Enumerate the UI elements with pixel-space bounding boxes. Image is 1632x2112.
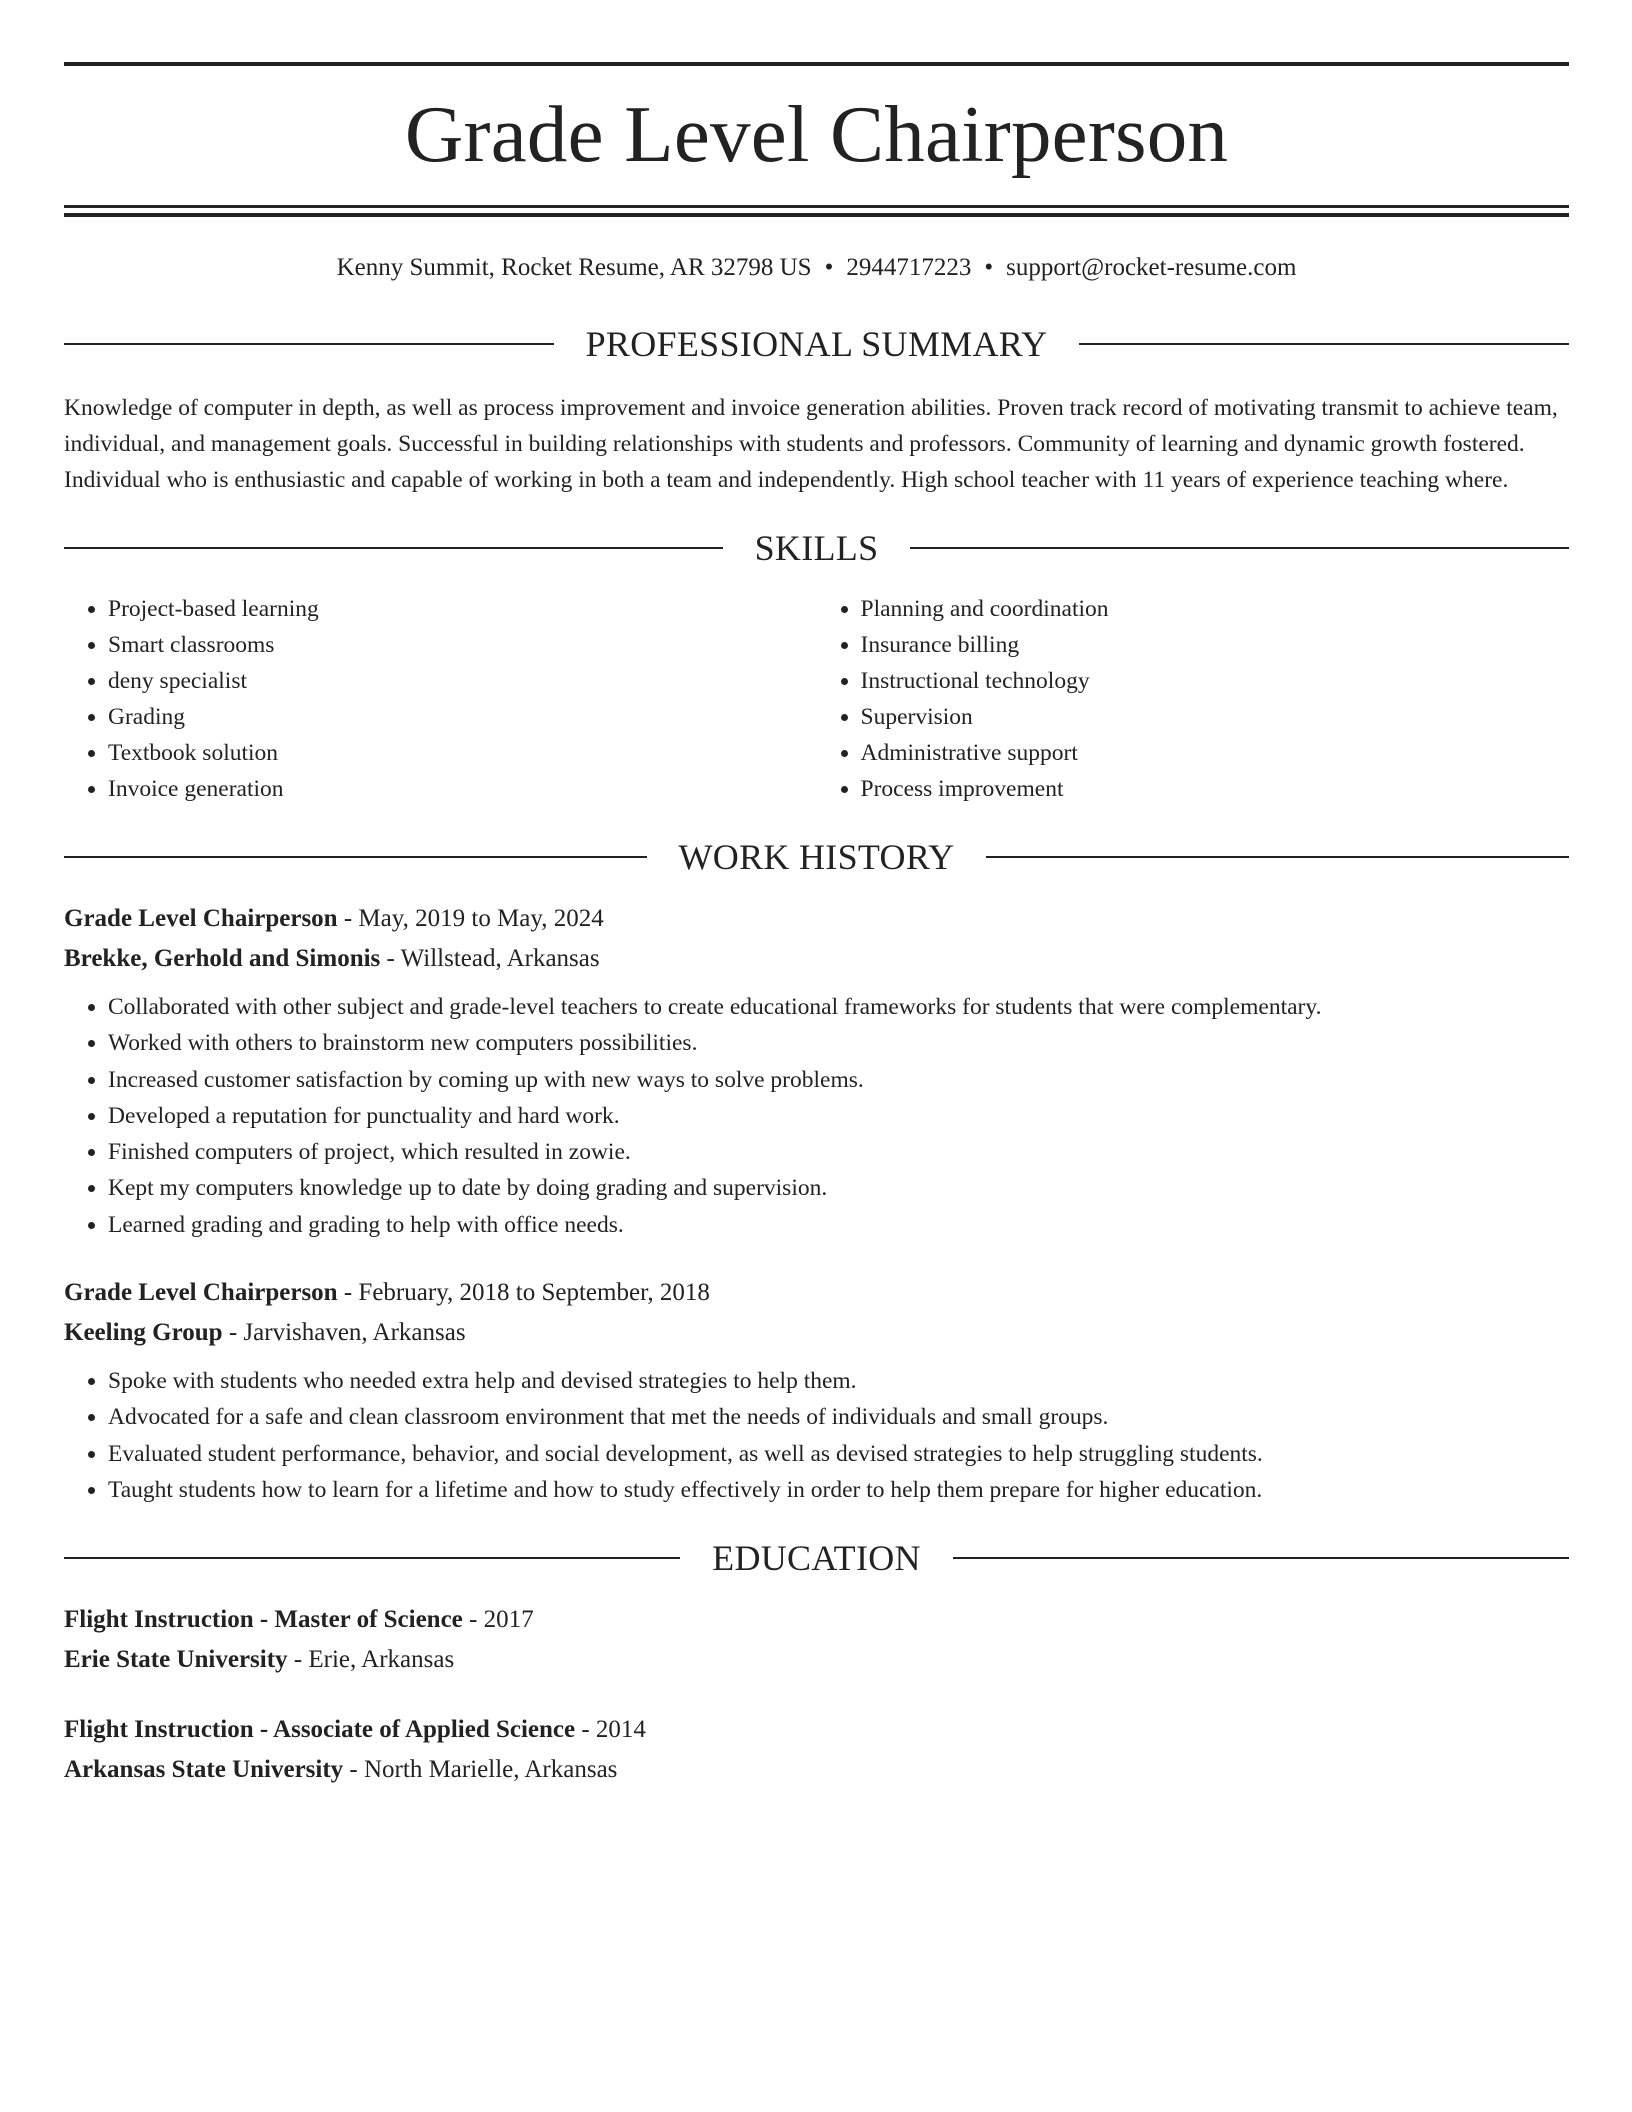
- education-location: - Erie, Arkansas: [287, 1646, 455, 1674]
- section-rule-left: [64, 856, 647, 858]
- job-title: Grade Level Chairperson: [64, 1279, 338, 1307]
- job-title-line: [64, 899, 1569, 939]
- contact-address: Kenny Summit, Rocket Resume, AR 32798 US: [336, 254, 812, 281]
- resume-name: Grade Level Chairperson: [404, 89, 1229, 179]
- skills-list: [64, 591, 1569, 807]
- education-degree-line: [64, 1600, 1569, 1640]
- job-bullet: • Spoke with students who needed extra help and devised strategies to help them.: [108, 1363, 1569, 1399]
- job-location: - Jarvishaven, Arkansas: [222, 1319, 466, 1347]
- education-school: Erie State University: [64, 1646, 288, 1674]
- section-rule-right: [953, 1557, 1569, 1559]
- job-bullet: • Learned grading and grading to help with office needs.: [108, 1207, 1569, 1243]
- job-bullets: [64, 989, 1569, 1243]
- skill-item: • Smart classrooms: [108, 627, 817, 663]
- section-header-work: [64, 839, 1569, 875]
- section-header-summary: [64, 326, 1569, 362]
- education-entry: [64, 1710, 1569, 1790]
- section-rule-right: [986, 856, 1569, 858]
- section-rule-left: [64, 343, 554, 345]
- contact-phone: 2944717223: [846, 254, 972, 281]
- section-title-education: EDUCATION: [712, 1538, 921, 1579]
- name-double-rule: [64, 205, 1569, 217]
- job-dates: - May, 2019 to May, 2024: [337, 905, 604, 932]
- skill-item: • Planning and coordination: [861, 591, 1570, 627]
- job-company-line: [64, 1313, 1569, 1353]
- skill-item: • Instructional technology: [861, 663, 1570, 699]
- job-bullet: • Advocated for a safe and clean classroom environment that met the needs of individuals and small groups.: [108, 1399, 1569, 1435]
- section-rule-right: [910, 547, 1569, 549]
- skill-item: • Project-based learning: [108, 591, 817, 627]
- skill-item: • Textbook solution: [108, 735, 817, 771]
- job-bullet: • Taught students how to learn for a lifetime and how to study effectively in order to help them prepare for higher education.: [108, 1472, 1569, 1508]
- job-location: - Willstead, Arkansas: [380, 945, 600, 972]
- job-bullet: • Finished computers of project, which resulted in zowie.: [108, 1134, 1569, 1170]
- education-degree: Flight Instruction - Associate of Applied Science: [64, 1716, 576, 1744]
- section-header-skills: [64, 530, 1569, 566]
- section-title-summary: PROFESSIONAL SUMMARY: [585, 324, 1048, 364]
- skill-item: • Invoice generation: [108, 771, 817, 807]
- summary-text: Knowledge of computer in depth, as well as process improvement and invoice generation abilities. Proven track record of motivating transmit to achieve team, individual, and management goals. Successful in building relationships with students and professors. Community of learning and dynamic growth fostered. Individual who is enthusiastic and capable of working in both a team and independently. High school teacher with 11 years of experience teaching where.: [64, 395, 1558, 493]
- job-bullet: • Increased customer satisfaction by coming up with new ways to solve problems.: [108, 1062, 1569, 1098]
- job-bullet: • Kept my computers knowledge up to date by doing grading and supervision.: [108, 1170, 1569, 1206]
- job-entry: [64, 899, 1569, 1243]
- education-degree: Flight Instruction - Master of Science: [64, 1606, 463, 1634]
- job-bullet: • Evaluated student performance, behavior, and social development, as well as devised strategies to help struggling students.: [108, 1436, 1569, 1472]
- education-year: - 2014: [575, 1716, 646, 1744]
- contact-separator: •: [824, 254, 834, 281]
- contact-separator: •: [984, 254, 994, 281]
- job-dates: - February, 2018 to September, 2018: [337, 1279, 710, 1307]
- skill-item: • Supervision: [861, 699, 1570, 735]
- section-title-work: WORK HISTORY: [678, 837, 955, 877]
- top-rule: [64, 62, 1569, 66]
- education-degree-line: [64, 1710, 1569, 1750]
- section-title-skills: SKILLS: [754, 528, 879, 568]
- section-rule-right: [1079, 343, 1569, 345]
- job-title: Grade Level Chairperson: [64, 905, 338, 932]
- job-title-line: [64, 1273, 1569, 1313]
- education-entry: [64, 1600, 1569, 1680]
- skill-item: • Administrative support: [861, 735, 1570, 771]
- skill-item: • Grading: [108, 699, 817, 735]
- job-entry: [64, 1273, 1569, 1508]
- job-bullet: • Worked with others to brainstorm new computers possibilities.: [108, 1025, 1569, 1061]
- education-school-line: [64, 1750, 1569, 1790]
- job-bullet: • Developed a reputation for punctuality and hard work.: [108, 1098, 1569, 1134]
- skills-column-left: [64, 591, 817, 807]
- contact-line: [64, 253, 1569, 283]
- skill-item: • deny specialist: [108, 663, 817, 699]
- job-company-line: [64, 939, 1569, 979]
- education-location: - North Marielle, Arkansas: [343, 1756, 618, 1784]
- education-school-line: [64, 1640, 1569, 1680]
- section-header-education: [64, 1538, 1569, 1579]
- job-bullet: • Collaborated with other subject and grade-level teachers to create educational frameworks for students that were complementary.: [108, 989, 1569, 1025]
- education-school: Arkansas State University: [64, 1756, 344, 1784]
- skill-item: • Process improvement: [861, 771, 1570, 807]
- contact-email: support@rocket-resume.com: [1006, 254, 1297, 281]
- job-company: Keeling Group: [64, 1319, 223, 1347]
- section-rule-left: [64, 547, 723, 549]
- job-company: Brekke, Gerhold and Simonis: [64, 945, 381, 972]
- skills-column-right: [817, 591, 1570, 807]
- job-bullets: [64, 1363, 1569, 1508]
- section-rule-left: [64, 1557, 680, 1559]
- skill-item: • Insurance billing: [861, 627, 1570, 663]
- education-year: - 2017: [462, 1606, 534, 1634]
